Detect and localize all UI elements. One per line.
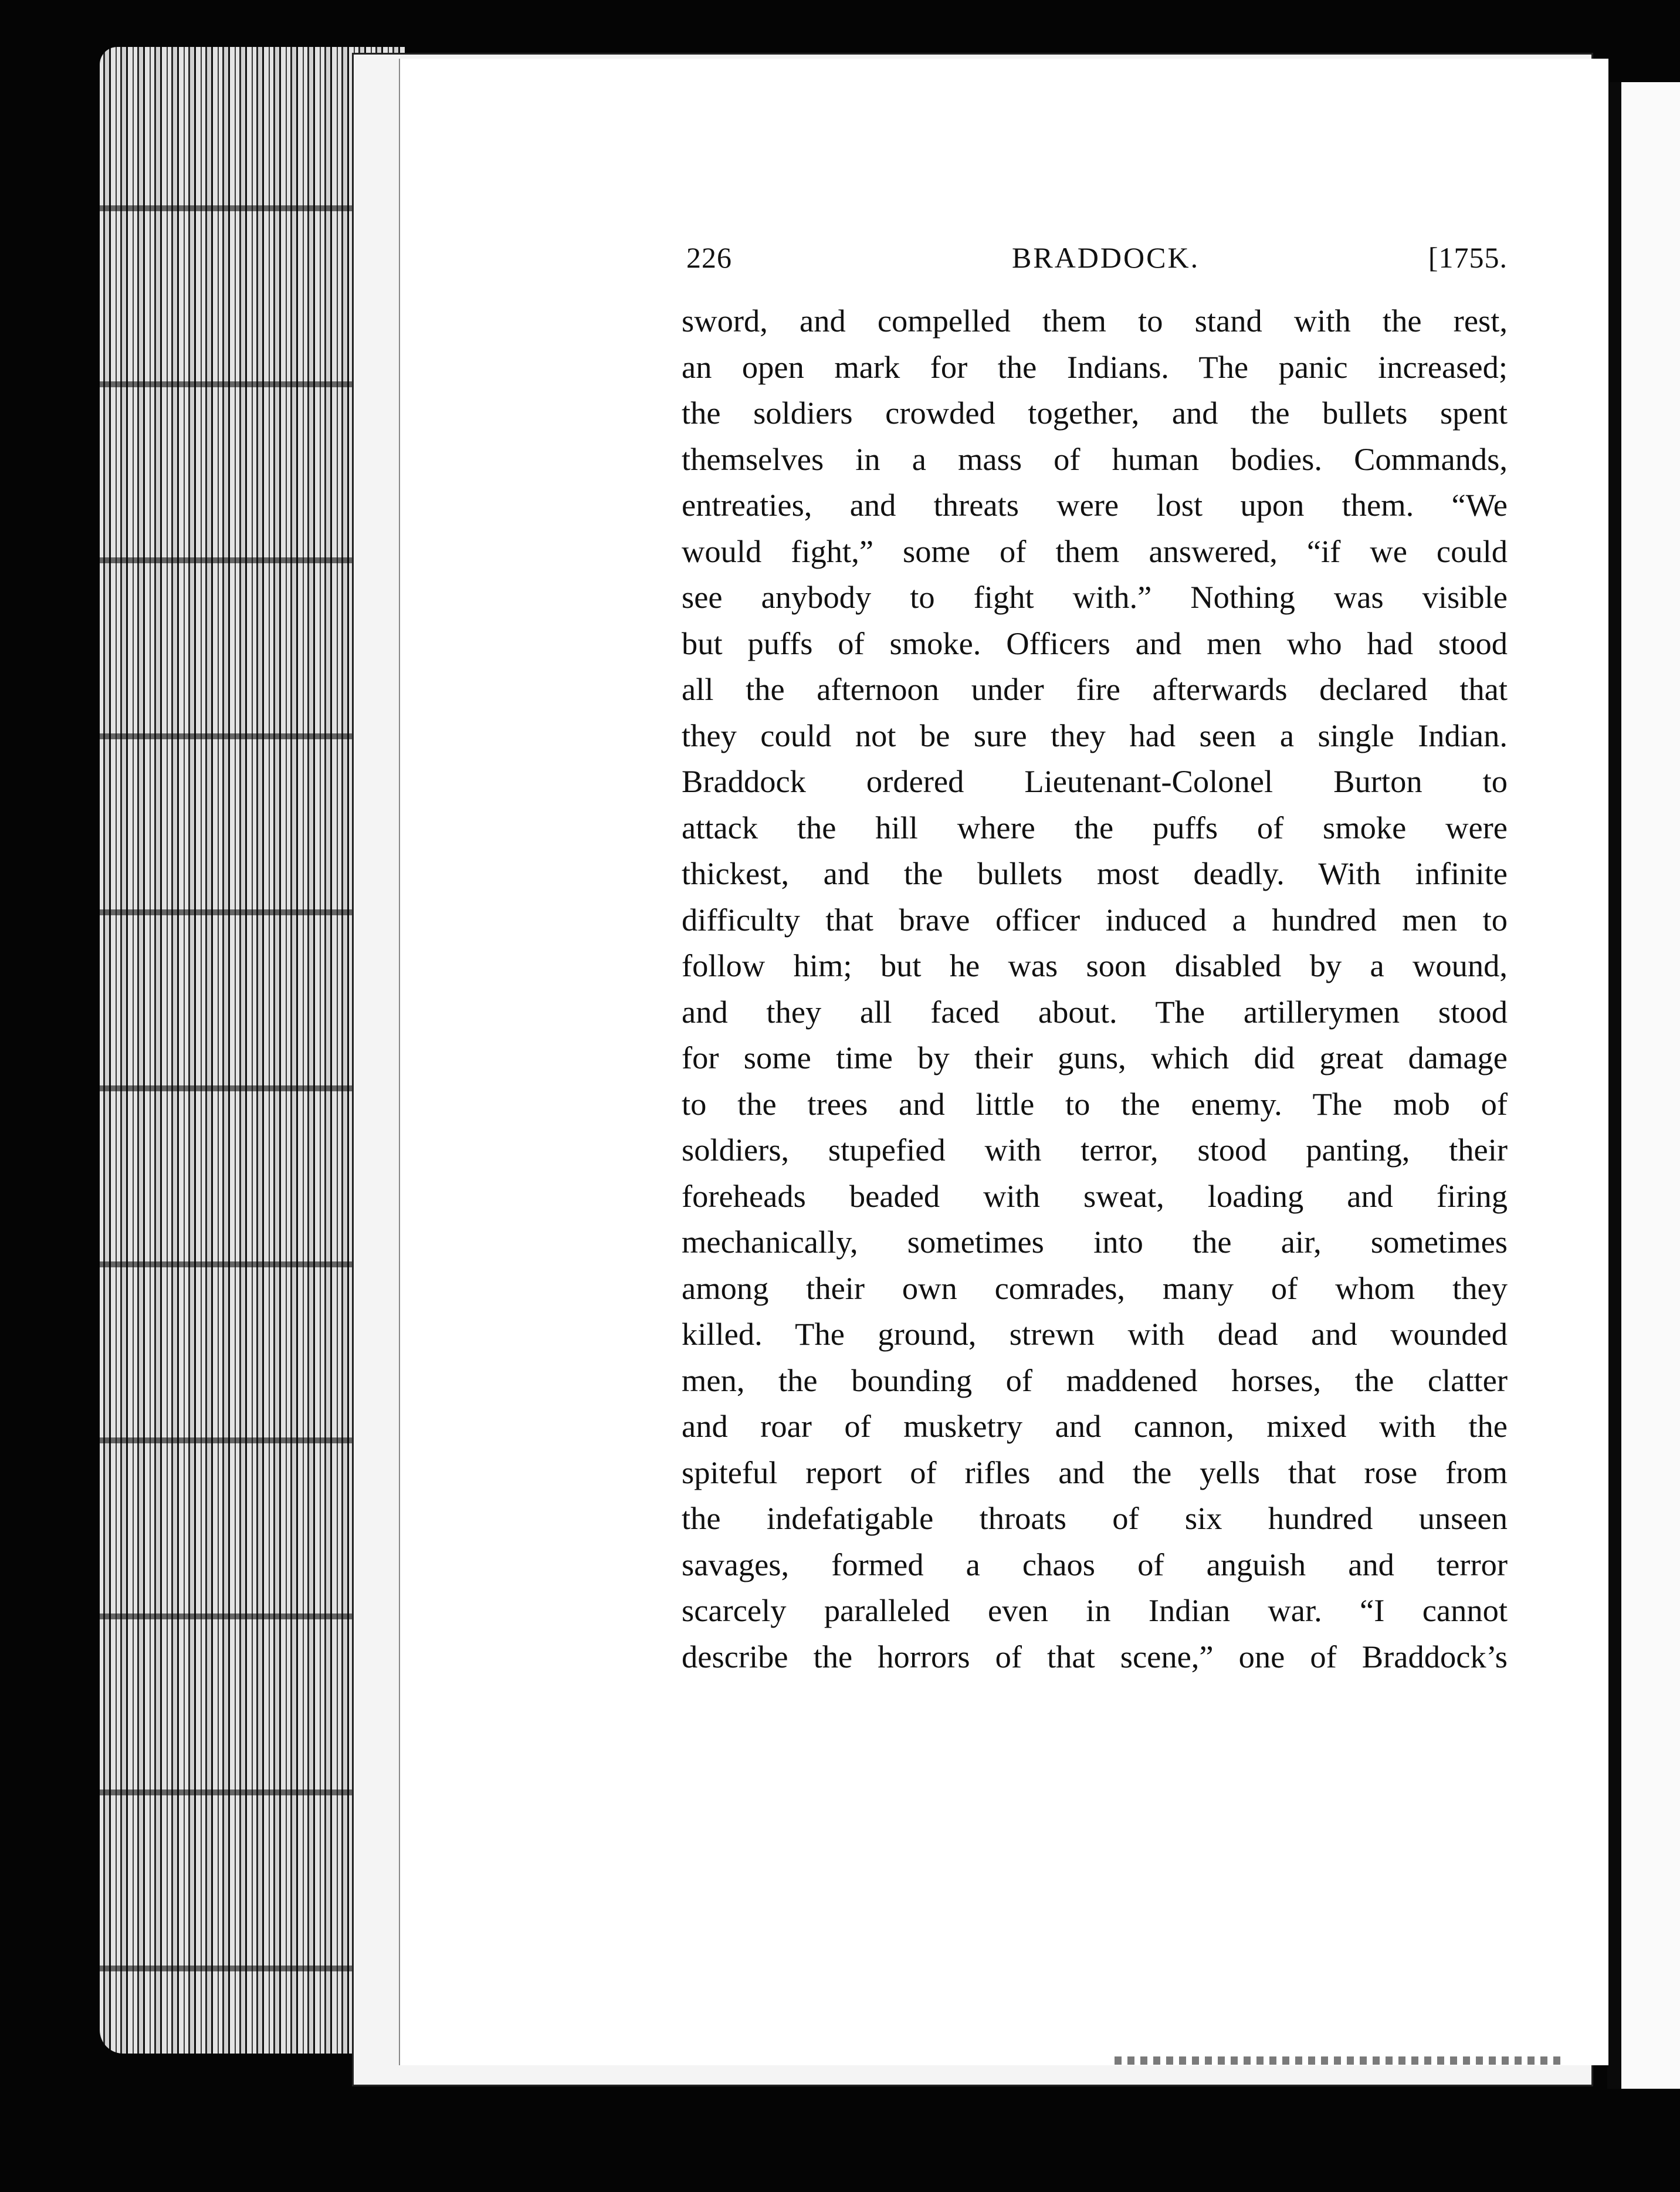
text-line: would fight,” some of them answered, “if we could [682,533,1508,569]
text-line: sword, and compelled them to stand with the rest, [682,303,1508,339]
text-line: scarcely paralleled even in Indian war. “I cannot [682,1592,1508,1628]
chapter-title: BRADDOCK. [1012,241,1200,274]
text-line: and they all faced about. The artillerymen stood [682,993,1508,1030]
text-line: describe the horrors of that scene,” one of Braddock’s [682,1638,1508,1675]
text-line: thickest, and the bullets most deadly. With infinite [682,855,1508,891]
text-line: killed. The ground, strewn with dead and wounded [682,1316,1508,1352]
text-line: men, the bounding of maddened horses, the clatter [682,1362,1508,1398]
text-line: the indefatigable throats of six hundred unseen [682,1500,1508,1536]
text-line: an open mark for the Indians. The panic increased; [682,349,1508,385]
text-line: but puffs of smoke. Officers and men who had stood [682,625,1508,661]
text-line: and roar of musketry and cannon, mixed with the [682,1408,1508,1444]
text-line: they could not be sure they had seen a single Indian. [682,717,1508,753]
text-line: attack the hill where the puffs of smoke were [682,809,1508,845]
text-line: the soldiers crowded together, and the bullets spent [682,395,1508,431]
year-marker: [1755. [1428,241,1508,274]
text-line: among their own comrades, many of whom they [682,1270,1508,1306]
text-line: mechanically, sometimes into the air, sometimes [682,1224,1508,1260]
text-line: soldiers, stupefied with terror, stood panting, their [682,1132,1508,1168]
body-text [682,298,1508,1680]
text-line: spiteful report of rifles and the yells that rose from [682,1454,1508,1490]
text-line: entreaties, and threats were lost upon them. “We [682,487,1508,523]
page-number: 226 [686,241,732,274]
page-bottom-shadow [1115,2056,1560,2065]
text-line: difficulty that brave officer induced a hundred men to [682,901,1508,938]
text-line: for some time by their guns, which did great damage [682,1040,1508,1075]
text-line: all the afternoon under fire afterwards declared that [682,671,1508,707]
running-head [686,241,1508,287]
text-line: themselves in a mass of human bodies. Commands, [682,441,1508,477]
text-line: Braddock ordered Lieutenant-Colonel Burton to [682,763,1508,799]
text-line: foreheads beaded with sweat, loading and firing [682,1178,1508,1214]
text-line: savages, formed a chaos of anguish and terror [682,1546,1508,1582]
text-line: follow him; but he was soon disabled by a wound, [682,948,1508,983]
text-line: see anybody to fight with.” Nothing was visible [682,579,1508,615]
facing-page-edge [1607,82,1680,2089]
text-line: to the trees and little to the enemy. The mob of [682,1085,1508,1122]
